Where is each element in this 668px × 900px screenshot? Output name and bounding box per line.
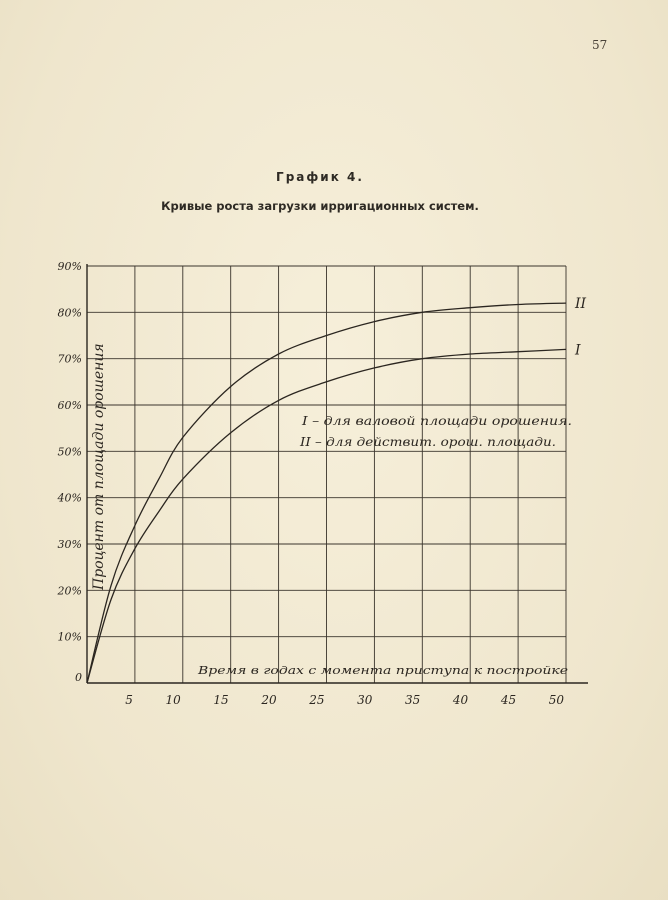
x-axis-label: Время в годах с момента приступа к постройке	[196, 663, 569, 677]
y-tick-label: 60%	[57, 399, 82, 412]
page-number: 57	[592, 38, 608, 52]
y-tick-label: 40%	[57, 491, 82, 505]
chart-series	[87, 296, 587, 683]
x-tick-label: 25	[309, 693, 325, 707]
y-axis-label: Процент от площади орошения	[91, 343, 107, 590]
x-tick-label: 10	[165, 693, 181, 707]
y-tick-label: 0	[75, 671, 82, 684]
y-tick-label: 70%	[57, 352, 82, 366]
y-tick-label: 80%	[57, 306, 82, 320]
y-tick-label: 20%	[57, 584, 82, 598]
x-tick-label: 5	[125, 693, 133, 707]
legend-entry-2: II – для действит. орош. площади.	[298, 435, 556, 449]
legend-entry-1: I – для валовой площади орошения.	[300, 414, 572, 428]
y-tick-labels	[57, 260, 82, 684]
y-tick-label: 50%	[57, 445, 82, 459]
chart-grid	[87, 266, 569, 683]
x-tick-labels	[125, 693, 564, 707]
x-tick-label: 15	[213, 693, 229, 707]
y-tick-label: 10%	[57, 630, 82, 644]
x-tick-label: 30	[357, 693, 373, 707]
chart-heading: График 4.	[276, 170, 364, 184]
x-tick-label: 40	[452, 693, 469, 707]
x-tick-label: 35	[405, 693, 421, 707]
y-tick-label: 90%	[57, 260, 82, 273]
x-tick-label: 45	[500, 693, 517, 707]
chart-title: Кривые роста загрузки ирригационных систем.	[161, 199, 479, 213]
series-label-i: I	[575, 342, 581, 359]
y-tick-label: 30%	[57, 538, 82, 551]
x-tick-label: 20	[261, 693, 277, 707]
x-tick-label: 50	[548, 693, 564, 707]
series-label-ii: II	[575, 296, 587, 313]
